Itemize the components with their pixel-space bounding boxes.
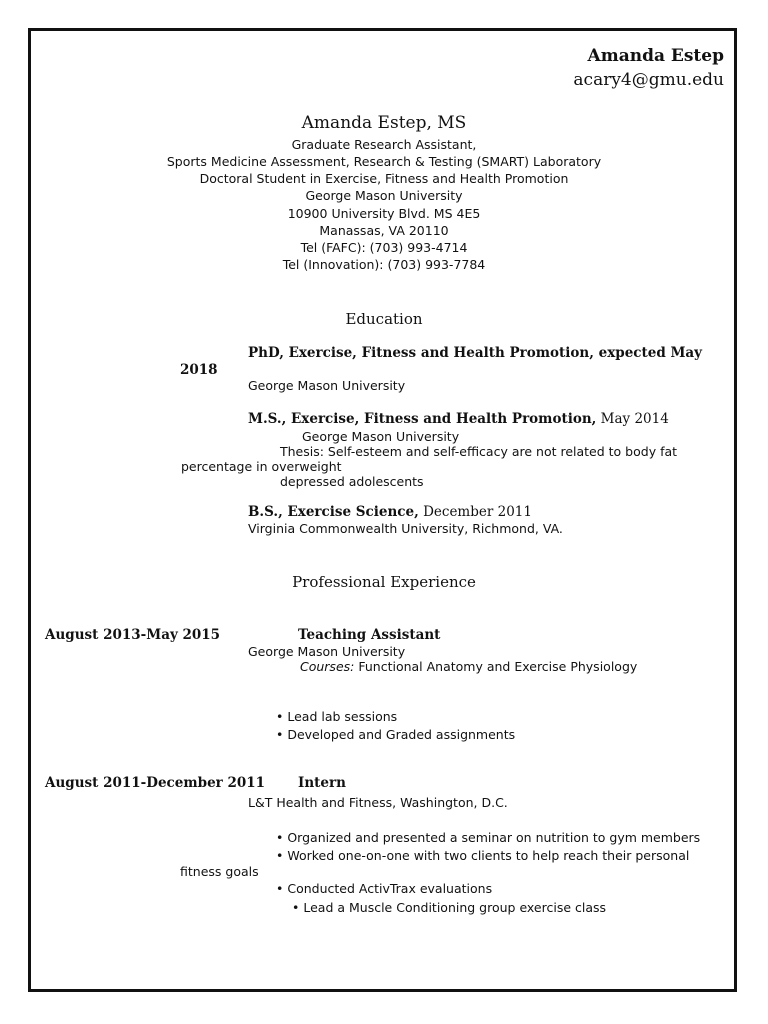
job-bullet: • Lead lab sessions bbox=[276, 709, 398, 724]
header-line-title: Graduate Research Assistant, bbox=[291, 137, 477, 152]
header-line-tel-fafc: Tel (FAFC): (703) 993-4714 bbox=[300, 240, 468, 255]
header-line-lab: Sports Medicine Assessment, Research & Testing (SMART) Laboratory bbox=[166, 154, 602, 169]
bs-degree: B.S., Exercise Science, bbox=[248, 504, 419, 520]
bs-school: Virginia Commonwealth University, Richmond, VA. bbox=[248, 521, 563, 536]
ms-school: George Mason University bbox=[302, 429, 460, 444]
job-dates: August 2013-May 2015 bbox=[45, 627, 221, 643]
ms-degree-line bbox=[248, 411, 669, 427]
job-bullet: • Lead a Muscle Conditioning group exercise class bbox=[292, 900, 607, 915]
ms-date: May 2014 bbox=[596, 411, 669, 427]
experience-heading: Professional Experience bbox=[292, 573, 476, 591]
top-email: acary4@gmu.edu bbox=[573, 70, 724, 90]
header-name: Amanda Estep, MS bbox=[301, 113, 467, 133]
ms-degree: M.S., Exercise, Fitness and Health Promotion, bbox=[248, 411, 597, 427]
phd-degree: PhD, Exercise, Fitness and Health Promotion, expected May bbox=[248, 345, 703, 361]
job-bullet-wrap: fitness goals bbox=[180, 864, 259, 879]
phd-year: 2018 bbox=[180, 362, 218, 378]
job-bullet: • Developed and Graded assignments bbox=[276, 727, 516, 742]
header-line-university: George Mason University bbox=[305, 188, 463, 203]
header-line-address: 10900 University Blvd. MS 4E5 bbox=[287, 206, 481, 221]
job-bullet: • Conducted ActivTrax evaluations bbox=[276, 881, 493, 896]
job-org: L&T Health and Fitness, Washington, D.C. bbox=[248, 795, 508, 810]
job-courses bbox=[300, 659, 637, 674]
bs-date: December 2011 bbox=[418, 504, 532, 520]
header-line-doctoral: Doctoral Student in Exercise, Fitness and Health Promotion bbox=[199, 171, 569, 186]
top-name: Amanda Estep bbox=[587, 46, 724, 66]
ms-thesis-2: percentage in overweight bbox=[181, 459, 342, 474]
job-org: George Mason University bbox=[248, 644, 406, 659]
education-heading: Education bbox=[345, 310, 423, 328]
job-role: Intern bbox=[298, 775, 346, 791]
header-line-city: Manassas, VA 20110 bbox=[319, 223, 449, 238]
phd-school: George Mason University bbox=[248, 378, 406, 393]
job-bullet: • Worked one-on-one with two clients to help reach their personal bbox=[276, 848, 690, 863]
bs-degree-line bbox=[248, 504, 532, 520]
ms-thesis-3: depressed adolescents bbox=[280, 474, 424, 489]
job-bullet: • Organized and presented a seminar on nutrition to gym members bbox=[276, 830, 701, 845]
job-dates: August 2011-December 2011 bbox=[45, 775, 266, 791]
ms-thesis-1: Thesis: Self-esteem and self-efficacy are not related to body fat bbox=[280, 444, 678, 459]
job-role: Teaching Assistant bbox=[298, 627, 441, 643]
job-courses-value: Functional Anatomy and Exercise Physiology bbox=[354, 659, 638, 674]
job-courses-label: Courses: bbox=[300, 659, 355, 674]
header-line-tel-innovation: Tel (Innovation): (703) 993-7784 bbox=[282, 257, 486, 272]
